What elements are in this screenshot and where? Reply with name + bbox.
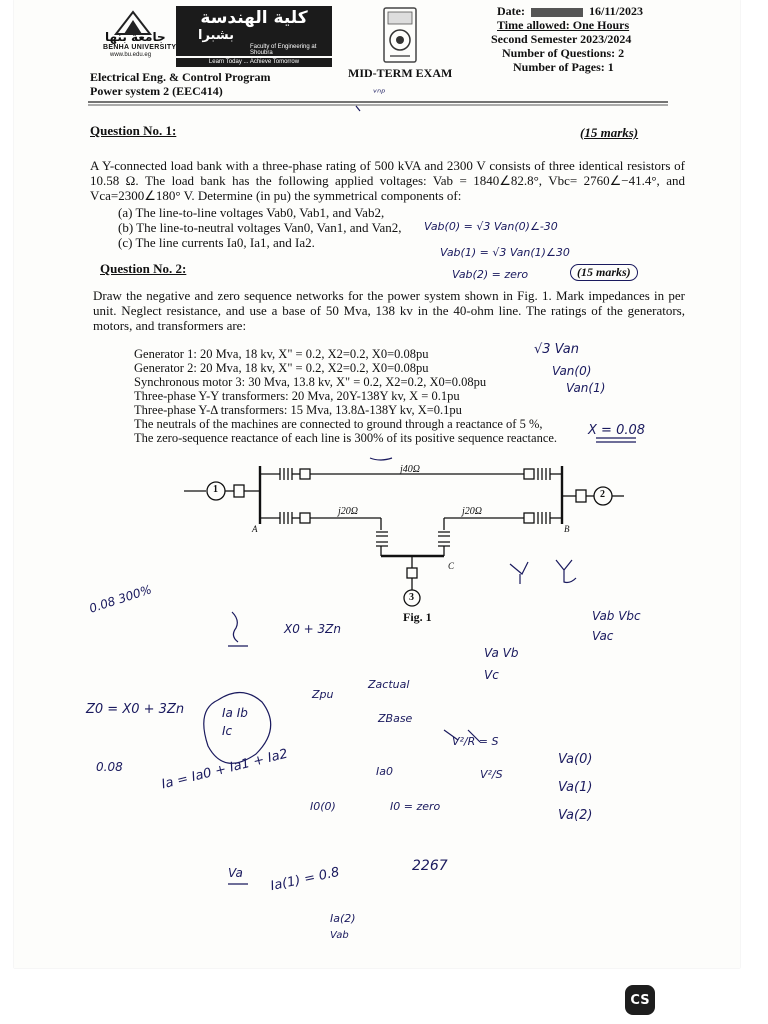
handwritten-note: Ia = Ia0 + Ia1 + Ia2 [160, 746, 290, 793]
handwritten-note: √3 Van [534, 342, 579, 357]
bus-a-label: A [252, 524, 258, 534]
date-label: Date: [497, 4, 525, 18]
question-1-marks: (15 marks) [580, 125, 639, 140]
handwritten-note: Z0 = X0 + 3Zn [86, 702, 185, 717]
university-name-en: BENHA UNIVERSITY [103, 44, 177, 51]
handwritten-note: Va Vb Vc [484, 646, 519, 682]
handwritten-note: Vab Vbc Vac [592, 609, 641, 643]
university-name-ar: جامعة بنها [105, 30, 166, 44]
number-of-pages: Number of Pages: 1 [513, 60, 614, 74]
handwritten-note: Ia(1) = 0.8 [269, 864, 341, 895]
gen2-number: 2 [600, 489, 605, 500]
handwritten-mark-header: ᵛⁿᵖ [373, 88, 386, 99]
slogan-bar: Learn Today ... Achieve Tomorrow [176, 58, 332, 67]
handwritten-note: Ia(2) [330, 912, 356, 925]
handwritten-note: Zpu [312, 688, 334, 701]
question-1-item-c: (c) The line currents Ia0, Ia1, and Ia2. [118, 235, 315, 250]
handwritten-note: Van(1) [566, 381, 606, 395]
number-of-questions: Number of Questions: 2 [502, 46, 625, 60]
semester: Second Semester 2023/2024 [491, 32, 632, 46]
spec-ydelta-transformers: Three-phase Y-Δ transformers: 15 Mva, 13.8Δ-138Y kv, X=0.1pu [134, 403, 462, 417]
spec-generator-1: Generator 1: 20 Mva, 18 kv, X" = 0.2, X2=0.2, X0=0.08pu [134, 347, 429, 361]
camscanner-badge-icon: CS [625, 985, 655, 1015]
handwritten-note: Vab(1) = √3 Van(1)∠30 [440, 246, 570, 259]
handwritten-note: V²/S [480, 768, 503, 781]
faculty-name-ar-1: كلية الهندسة [200, 8, 308, 28]
handwritten-note: X = 0.08 [588, 423, 646, 438]
spec-neutral-grounding: The neutrals of the machines are connected to ground through a reactance of 5 %, [134, 417, 543, 431]
handwritten-note: X0 + 3Zn [284, 622, 341, 636]
faculty-name-en: Faculty of Engineering at Shoubra [250, 44, 317, 56]
handwritten-note: Vab(2) = zero [452, 268, 529, 281]
handwritten-note: Vab(0) = √3 Van(0)∠-30 [424, 220, 558, 233]
line-label-j20-left: j20Ω [338, 506, 359, 517]
university-website: www.bu.edu.eg [110, 52, 152, 58]
handwritten-note: Ia0 [376, 765, 393, 778]
handwritten-note: Va [228, 866, 243, 880]
line-label-j40: j40Ω [400, 464, 421, 475]
bus-c-label: C [448, 561, 455, 571]
motor3-number: 3 [409, 592, 414, 603]
bus-b-label: B [564, 524, 570, 534]
handwritten-note: Va(0) Va(1) Va(2) [558, 752, 593, 823]
spec-yy-transformers: Three-phase Y-Y transformers: 20 Mva, 20Y-138Y kv, X = 0.1pu [134, 389, 460, 403]
handwritten-note: I0(0) [310, 800, 336, 813]
question-1-item-a: (a) The line-to-line voltages Vab0, Vab1, and Vab2, [118, 205, 385, 220]
handwritten-note: 0.08 [96, 760, 123, 774]
spec-motor-3: Synchronous motor 3: 30 Mva, 13.8 kv, X" = 0.2, X2=0.2, X0=0.08pu [134, 375, 487, 389]
question-1-item-b: (b) The line-to-neutral voltages Van0, Van1, and Van2, [118, 220, 402, 235]
question-2-body: Draw the negative and zero sequence networks for the power system shown in Fig. 1. Mark impedances in per unit. Neglect resistance, and use a base of 50 Mva, 138 kv in the 40-ohm line. The ratings of the generators, motors, and transformers are: [93, 288, 685, 333]
exam-title: MID-TERM EXAM [348, 66, 453, 80]
handwritten-note: Van(0) [552, 364, 592, 378]
faculty-name-ar-2: بشبرا [198, 28, 234, 43]
course-name: Power system 2 (EEC414) [90, 84, 223, 98]
handwritten-note: 2267 [412, 858, 448, 874]
handwritten-note: ZBase [378, 712, 413, 725]
question-2-marks: (15 marks) [570, 264, 638, 281]
handwritten-note: I0 = zero [390, 800, 441, 813]
date-value: 16/11/2023 [588, 4, 643, 18]
program-name: Electrical Eng. & Control Program [90, 70, 271, 84]
spec-line-zero-seq: The zero-sequence reactance of each line is 300% of its positive sequence reactance. [134, 431, 558, 445]
handwritten-note: 0.08 300% [87, 582, 154, 616]
handwritten-note: Zactual [368, 678, 410, 691]
question-1-title: Question No. 1: [90, 123, 177, 138]
fig1-caption: Fig. 1 [403, 610, 432, 624]
spec-generator-2: Generator 2: 20 Mva, 18 kv, X" = 0.2, X2=0.2, X0=0.08pu [134, 361, 429, 375]
time-allowed: Time allowed: One Hours [497, 18, 630, 32]
handwritten-note: Ia Ib Ic [222, 706, 248, 738]
question-1-body: A Y-connected load bank with a three-phase rating of 500 kVA and 2300 V consists of three identical resistors of 10.58 Ω. The load bank has the following applied voltages: Vab = 1840∠82.8°, Vbc= 2760∠−41.4°, and Vca=2300∠180° V. Determine (in pu) the symmetrical components of: [90, 158, 685, 203]
handwritten-note: Vab [330, 930, 349, 941]
line-label-j20-right: j20Ω [462, 506, 483, 517]
gen1-number: 1 [213, 484, 218, 495]
handwritten-note: V²/R = S [452, 735, 499, 748]
question-2-title: Question No. 2: [100, 261, 187, 276]
